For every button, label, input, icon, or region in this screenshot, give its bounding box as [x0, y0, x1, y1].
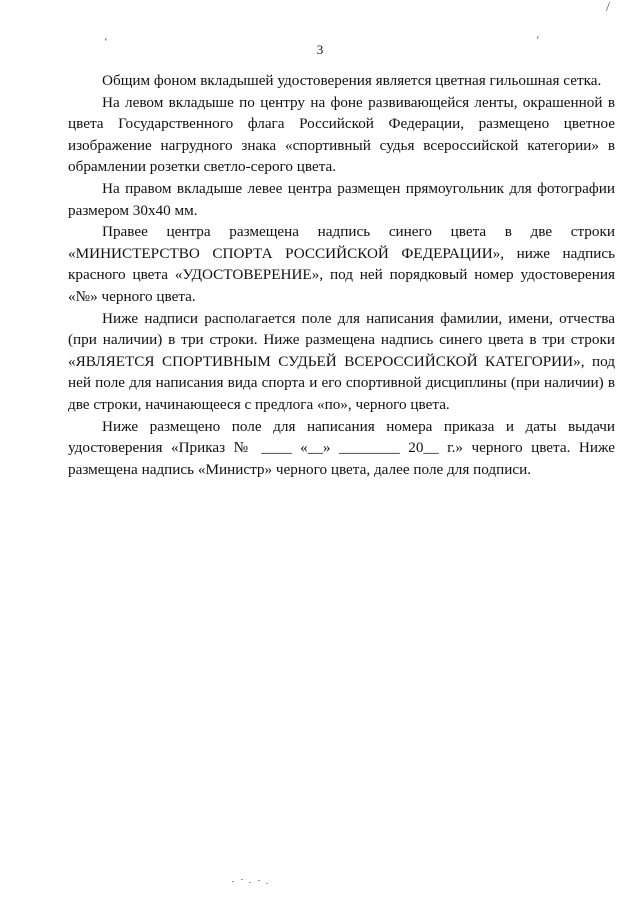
scan-artifact-mark: /	[606, 0, 610, 15]
scan-artifact-specks	[232, 878, 272, 884]
paragraph-ministry-title: Правее центра размещена надпись синего цвета в две строки «МИНИСТЕРСТВО СПОРТА РОССИЙСКОЙ ФЕДЕРАЦИИ», ниже надпись красного цвета «УДОСТОВЕРЕНИЕ», под ней порядковый номер удостоверения «№» черного цвета.	[68, 223, 615, 305]
paragraph-left-insert: На левом вкладыше по центру на фоне развивающейся ленты, окрашенной в цвета Государственного флага Российской Федерации, размещено цветное изображение нагрудного знака «спортивный судья всероссийской категории» в обрамлении розетки светло-серого цвета.	[68, 93, 615, 176]
paragraph-order-field: Ниже размещено поле для написания номера приказа и даты выдачи удостоверения «Приказ № ____ «__» ________ 20__ г.» черного цвета. Ниже размещена надпись «Министр» черного цвета, далее поле для подписи.	[68, 417, 615, 478]
document-body	[68, 70, 615, 480]
paragraph-background: Общим фоном вкладышей удостоверения является цветная гильошная сетка.	[102, 72, 602, 89]
scan-artifact-mark: ‘	[536, 34, 540, 46]
scan-artifact-mark: ‘	[104, 36, 108, 48]
paragraph-photo-rectangle: На правом вкладыше левее центра размещен прямоугольник для фотографии размером 30х40 мм.	[68, 179, 615, 219]
page-number: 3	[316, 42, 324, 57]
paragraph-name-field: Ниже надписи располагается поле для написания фамилии, имени, отчества (при наличии) в три строки. Ниже размещена надпись синего цвета в три строки «ЯВЛЯЕТСЯ СПОРТИВНЫМ СУДЬЕЙ ВСЕРОССИЙСКОЙ КАТЕГОРИИ», под ней поле для написания вида спорта и его спортивной дисциплины (при наличии) в две строки, начинающееся с предлога «по», черного цвета.	[68, 309, 615, 413]
